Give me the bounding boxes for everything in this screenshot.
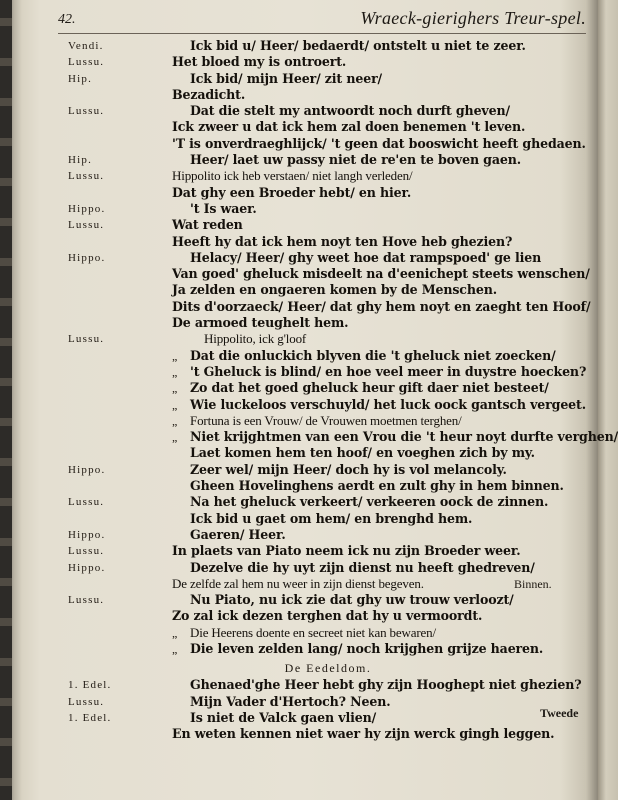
line-text: Ghenaed'ghe Heer hebt ghy zijn Hooghept niet ghezien? [190,677,582,693]
dialogue-block-2 [68,677,588,742]
line-text: Ick bid/ mijn Heer/ zit neer/ [190,70,383,86]
verse-line [68,282,588,298]
line-text: Na het gheluck verkeert/ verkeeren oock de zinnen. [190,494,549,510]
line-text: Dat die stelt my antwoordt noch durft gheven/ [190,103,510,119]
line-text: 't Is waer. [190,200,257,216]
line-text: Gaeren/ Heer. [190,526,286,542]
page-number: 42. [58,12,76,27]
page-header [58,8,586,32]
verse-line [68,527,588,543]
quotation-mark: „ [172,641,178,656]
verse-line [68,445,588,461]
line-text: In plaets van Piato neem ick nu zijn Broeder weer. [172,543,521,559]
line-text: Ick bid u/ Heer/ bedaerdt/ ontstelt u niet te zeer. [190,38,526,53]
verse-line [68,266,588,282]
verse-line [68,298,591,315]
verse-line [68,54,588,70]
verse-line [68,168,588,184]
verse-line [68,592,588,608]
verse-line [68,217,588,233]
line-text: Dits d'oorzaeck/ Heer/ dat ghy hem noyt en zaeght ten Hoof/ [172,298,591,314]
verse-line [68,560,588,576]
speaker-label: Hippo. [68,202,106,215]
line-text: Fortuna is een Vrouw/ de Vrouwen moetmen terghen/ [190,412,462,428]
play-text [68,38,618,742]
verse-line [68,625,588,641]
speaker-label: Lussu. [68,170,105,183]
line-text: Heer/ laet uw passy niet de re'en te boven gaen. [190,152,521,168]
line-text: Hippolito, ick g'loof [204,331,307,347]
quotation-mark: „ [172,364,178,379]
verse-line [68,103,588,119]
line-text: Zo zal ick dezen terghen dat hy u vermoordt. [172,608,483,624]
line-text: Is niet de Valck gaen vlien/ [190,709,377,725]
verse-line [68,250,588,266]
speaker-label: Hip. [68,72,93,85]
line-text: De zelfde zal hem nu weer in zijn dienst begeven. [172,575,424,591]
line-text: Mijn Vader d'Hertoch? Neen. [190,693,391,709]
verse-line [68,710,588,726]
verse-line [68,71,588,87]
quotation-mark: „ [172,397,178,412]
speaker-label: 1. Edel. [68,711,112,724]
verse-line [68,511,588,527]
line-text: 'T is onverdraeghlijck/ 't geen dat booswicht heeft ghedaen. [172,135,586,151]
speaker-label: Lussu. [68,219,105,232]
line-text: Van goed' gheluck misdeelt na d'eenichept steets wenschen/ [172,266,590,282]
line-text: Dat die onluckich blyven die 't gheluck niet zoecken/ [190,347,556,363]
line-text: Wat reden [172,217,243,233]
quotation-mark: „ [172,430,178,445]
speaker-label: Vendi. [68,40,104,52]
scene-heading: De Eedeldom. [284,661,372,676]
verse-line [68,726,588,742]
verse-line [68,694,588,710]
verse-line [68,201,588,217]
verse-line [68,38,588,54]
speaker-label: Lussu. [68,56,105,69]
line-text: Zeer wel/ mijn Heer/ doch hy is vol melancoly. [190,461,507,477]
header-rule [58,33,586,34]
speaker-label: Hippo. [68,561,106,574]
line-text: Die leven zelden lang/ noch krijghen grijze haeren. [190,640,544,656]
verse-line [68,348,588,364]
line-text: Nu Piato, nu ick zie dat ghy uw trouw verloozt/ [190,592,514,608]
verse-line [68,494,588,510]
stage-direction: Binnen. [514,576,552,591]
verse-line [68,397,588,413]
speaker-label: Hippo. [68,463,106,476]
line-text: Het bloed my is ontroert. [172,54,347,70]
verse-line [68,677,588,693]
line-text: Die Heerens doente en secreet niet kan bewaren/ [190,624,436,640]
speaker-label: Hippo. [68,528,106,541]
line-text: Ick bid u gaet om hem/ en brenghd hem. [190,510,473,526]
quotation-mark: „ [172,381,178,396]
line-text: Laet komen hem ten hoof/ en voeghen zich by my. [190,445,535,461]
line-text: Dat ghy een Broeder hebt/ en hier. [172,184,412,200]
facing-page-edge [598,0,618,800]
line-text: Helacy/ Heer/ ghy weet hoe dat rampspoed' ge lien [190,249,542,265]
verse-line [68,641,588,657]
verse-line [68,608,588,624]
verse-line [68,462,588,478]
verse-line [68,364,588,380]
speaker-label: Lussu. [68,496,105,509]
speaker-label: Hip. [68,154,93,167]
quotation-mark: „ [172,413,178,428]
line-text: Ick zweer u dat ick hem zal doen benemen 't leven. [172,119,526,135]
speaker-label: Hippo. [68,251,106,264]
verse-line [68,315,588,331]
verse-line [68,234,588,250]
verse-line [68,413,588,429]
verse-line [68,380,588,396]
line-text: Wie luckeloos verschuyld/ het luck oock gantsch vergeet. [190,396,586,412]
speaker-label: Lussu. [68,695,105,708]
speaker-label: Lussu. [68,545,105,558]
verse-line [68,543,588,559]
running-head: Wraeck-gierighers Treur-spel. [360,8,586,28]
verse-line [68,152,588,168]
verse-line [68,331,588,347]
speaker-label: Lussu. [68,105,105,118]
line-text: Heeft hy dat ick hem noyt ten Hove heb ghezien? [172,233,513,249]
line-text: En weten kennen niet waer hy zijn werck gingh leggen. [172,726,555,742]
verse-line [68,136,588,152]
verse-line [68,576,588,592]
line-text: Dezelve die hy uyt zijn dienst nu heeft ghedreven/ [190,559,535,575]
verse-line [68,429,618,445]
line-text: Hippolito ick heb verstaen/ niet langh verleden/ [172,168,413,184]
quotation-mark: „ [172,625,178,640]
line-text: Niet krijghtmen van een Vrou die 't heur noyt durfte verghen/ [190,429,618,445]
verse-line [68,185,588,201]
line-text: Gheen Hovelinghens aerdt en zult ghy in hem binnen. [190,478,564,494]
binding-edge [0,0,12,800]
line-text: Ja zelden en ongaeren komen by de Menschen. [172,282,497,298]
catchword: Tweede [540,706,579,720]
line-text: De armoed teughelt hem. [172,315,349,331]
verse-line [68,87,588,103]
speaker-label: Lussu. [68,594,105,607]
quotation-mark: „ [172,348,178,363]
line-text: 't Gheluck is blind/ en hoe veel meer in duystre hoecken? [190,363,587,379]
speaker-label: 1. Edel. [68,679,112,692]
line-text: Zo dat het goed gheluck heur gift daer niet besteet/ [190,380,549,396]
verse-line [68,119,588,135]
dialogue-block [68,38,618,657]
line-text: Bezadicht. [172,86,246,102]
verse-line [68,478,588,494]
speaker-label: Lussu. [68,333,105,346]
